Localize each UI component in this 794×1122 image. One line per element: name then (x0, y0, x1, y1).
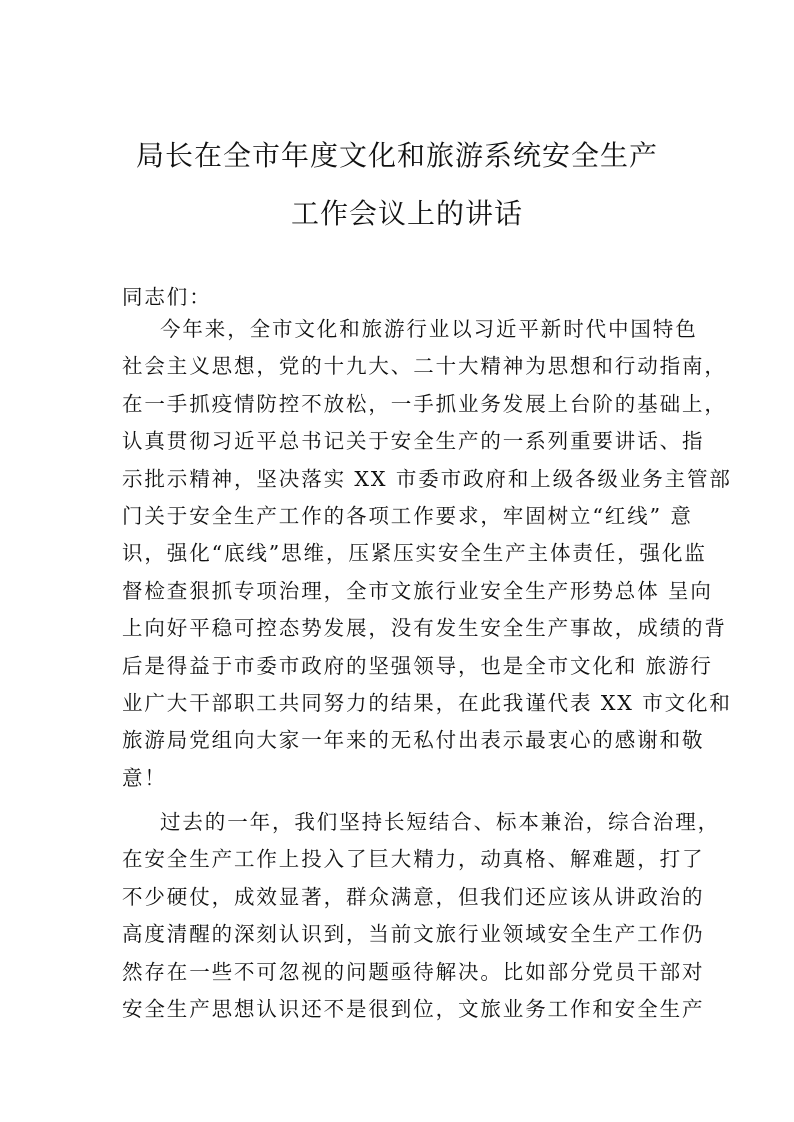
paragraph-1-line: 在一手抓疫情防控不放松，一手抓业务发展上台阶的基础上， (122, 391, 727, 416)
paragraph-1-line: 识，强化“底线”思维，压紧压实安全生产主体责任，强化监 (122, 541, 707, 566)
paragraph-2-line: 过去的一年，我们坚持长短结合、标本兼治，综合治理， (160, 810, 720, 834)
title-line-1: 局长在全市年度文化和旅游系统安全生产 (135, 139, 658, 172)
paragraph-1-line: 意！ (122, 765, 167, 790)
paragraph-1-line: 上向好平稳可控态势发展，没有发生安全生产事故，成绩的背 (122, 616, 727, 641)
paragraph-1-line: 旅游局党组向大家一年来的无私付出表示最衷心的感谢和敬 (122, 728, 705, 753)
paragraph-1-line: 业广大干部职工共同努力的结果，在此我谨代表 XX 市文化和 (122, 691, 732, 715)
salutation: 同志们： (122, 285, 212, 309)
paragraph-2-line: 不少硬仗，成效显著，群众满意，但我们还应该从讲政治的 (122, 884, 705, 909)
paragraph-2-line: 安全生产思想认识还不是很到位，文旅业务工作和安全生产 (122, 997, 705, 1021)
paragraph-1-line: 认真贯彻习近平总书记关于安全生产的一系列重要讲话、指 (122, 429, 705, 454)
title-line-2: 工作会议上的讲话 (290, 197, 523, 230)
paragraph-1-line: 今年来，全市文化和旅游行业以习近平新时代中国特色 (160, 317, 698, 341)
paragraph-1-line: 社会主义思想，党的十九大、二十大精神为思想和行动指南， (122, 354, 727, 379)
paragraph-2-line: 在安全生产工作上投入了巨大精力，动真格、解难题，打了 (122, 847, 705, 872)
paragraph-1-line: 门关于安全生产工作的各项工作要求，牢固树立“红线” 意 (122, 504, 693, 528)
paragraph-2-line: 高度清醒的深刻认识到，当前文旅行业领域安全生产工作仍 (122, 922, 705, 947)
paragraph-1-line: 后是得益于市委市政府的坚强领导，也是全市文化和 旅游行 (122, 653, 713, 678)
paragraph-1-line: 示批示精神，坚决落实 XX 市委市政府和上级各级业务主管部 (122, 466, 732, 491)
paragraph-1-line: 督检查狠抓专项治理，全市文旅行业安全生产形势总体 呈向 (122, 578, 713, 603)
paragraph-2-line: 然存在一些不可忽视的问题亟待解决。比如部分党员干部对 (122, 959, 705, 984)
